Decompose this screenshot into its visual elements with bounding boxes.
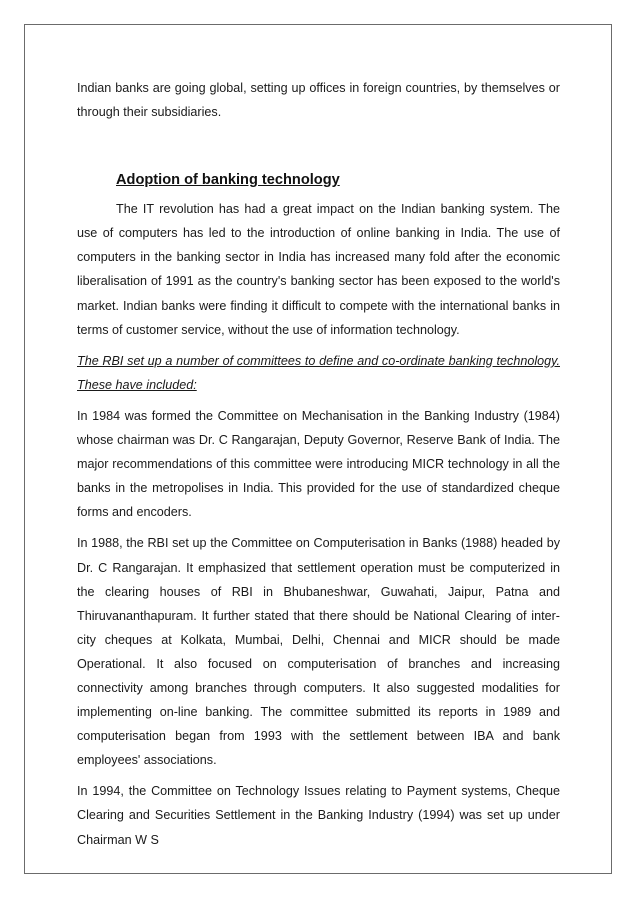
paragraph-spacer bbox=[77, 397, 560, 404]
document-body bbox=[77, 76, 560, 852]
intro-paragraph: Indian banks are going global, setting up offices in foreign countries, by themselves or through their subsidiaries. bbox=[77, 81, 560, 120]
paragraph-spacer bbox=[77, 342, 560, 349]
committee-1994-paragraph: In 1994, the Committee on Technology Issues relating to Payment systems, Cheque Clearing and Securities Settlement in the Banking Industry (1994) was set up under Chairman W S bbox=[77, 784, 560, 847]
paragraph-spacer bbox=[77, 524, 560, 531]
rbi-committees-note: The RBI set up a number of committees to define and co-ordinate banking technology. These have included: bbox=[77, 353, 560, 392]
section-heading: Adoption of banking technology bbox=[116, 172, 340, 189]
paragraph-spacer bbox=[77, 772, 560, 779]
section-spacer bbox=[77, 124, 560, 168]
committee-1988-paragraph: In 1988, the RBI set up the Committee on Computerisation in Banks (1988) headed by Dr. C Rangarajan. It emphasized that settlement operation must be computerized in the clearing houses of RBI in Bhubaneshwar, Guwahati, Jaipur, Patna and Thiruvananthapuram. It further stated that there should be National Clearing of inter-city cheques at Kolkata, Mumbai, Delhi, Chennai and MICR should be made Operational. It also focused on computerisation of branches and increasing connectivity among branches through computers. It also suggested modalities for implementing on-line banking. The committee submitted its reports in 1989 and computerisation began from 1993 with the settlement between IBA and bank employees' associations. bbox=[77, 536, 560, 768]
committee-1984-paragraph: In 1984 was formed the Committee on Mechanisation in the Banking Industry (1984) whose chairman was Dr. C Rangarajan, Deputy Governor, Reserve Bank of India. The major recommendations of this committee were introducing MICR technology in all the banks in the metropolises in India. This provided for the use of standardized cheque forms and encoders. bbox=[77, 408, 560, 520]
it-revolution-paragraph: The IT revolution has had a great impact on the Indian banking system. The use of computers has led to the introduction of online banking in India. The use of computers in the banking sector in India has increased many fold after the economic liberalisation of 1991 as the country's banking sector has been exposed to the world's market. Indian banks were finding it difficult to compete with the international banks in terms of customer service, without the use of information technology. bbox=[77, 202, 560, 337]
